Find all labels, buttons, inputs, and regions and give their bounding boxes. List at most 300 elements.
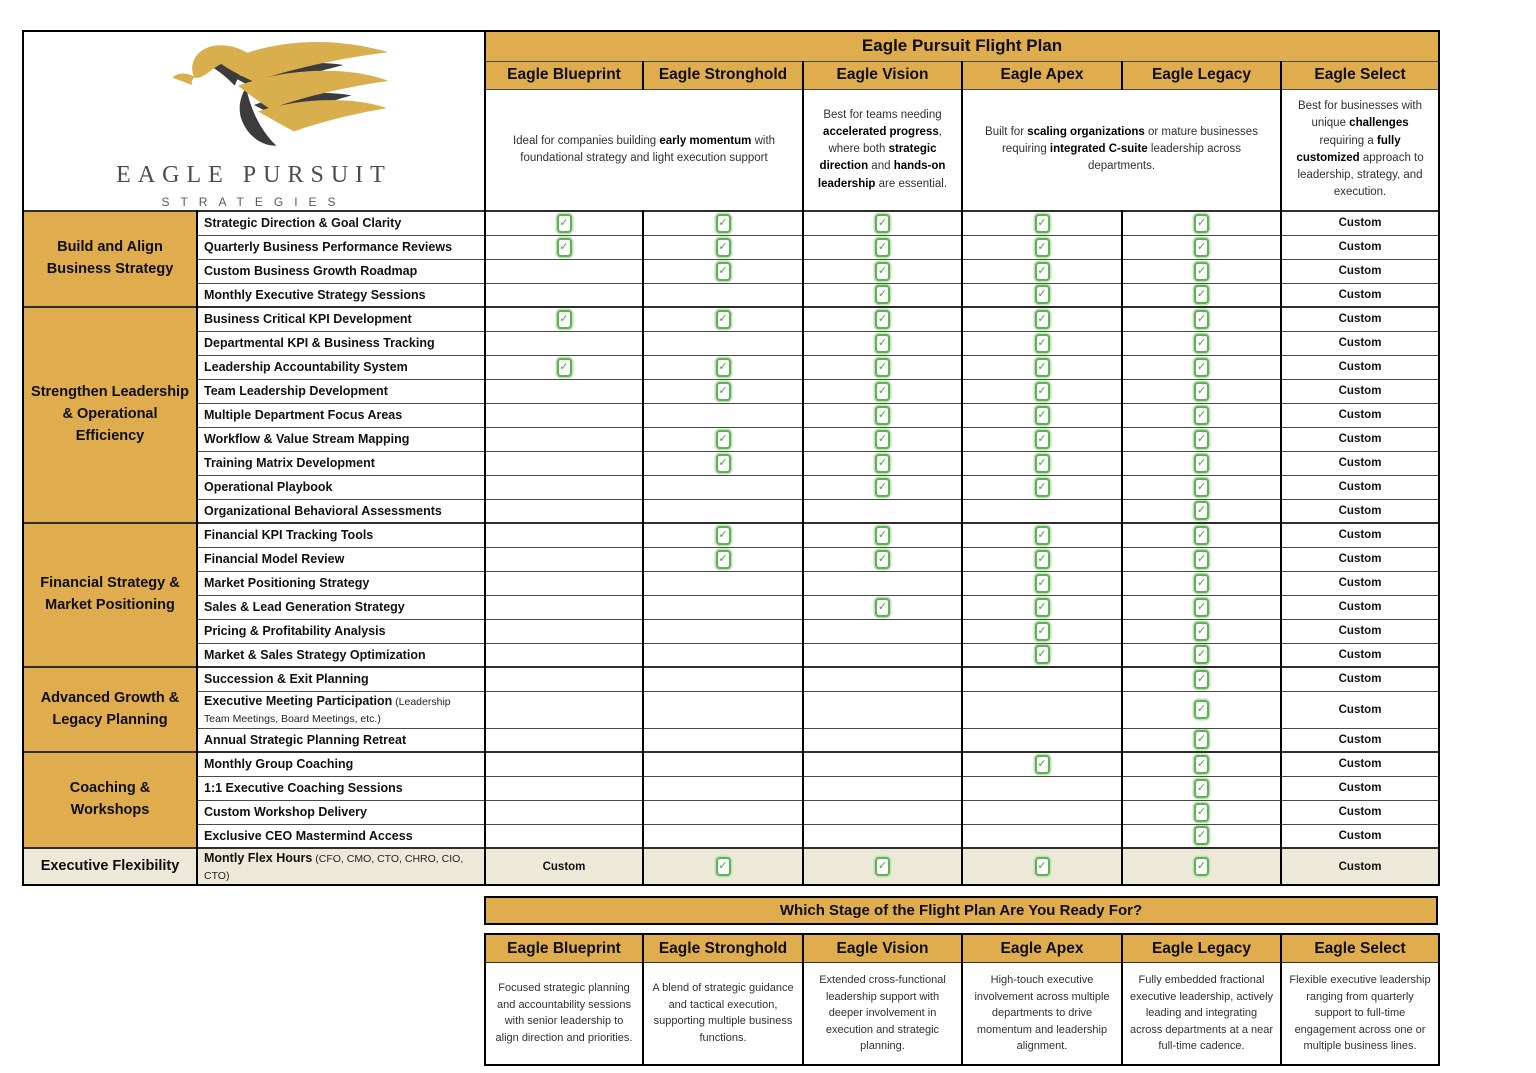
- custom-cell: Custom: [1281, 259, 1439, 283]
- custom-cell: Custom: [1281, 691, 1439, 728]
- custom-cell: Custom: [1281, 667, 1439, 691]
- checkbox-check-icon: ✓: [1035, 755, 1050, 774]
- check-cell: [962, 595, 1122, 619]
- check-cell: [962, 331, 1122, 355]
- checkbox-check-icon: ✓: [1194, 454, 1209, 473]
- check-cell: [643, 355, 803, 379]
- group-label-coaching-workshops: Coaching & Workshops: [23, 752, 197, 848]
- check-cell: [1122, 523, 1281, 547]
- check-cell: [803, 451, 962, 475]
- plan-header-eagle-vision: Eagle Vision: [803, 61, 962, 89]
- empty-cell: [962, 667, 1122, 691]
- checkbox-check-icon: ✓: [875, 238, 890, 257]
- checkbox-check-icon: ✓: [875, 310, 890, 329]
- empty-cell: [485, 619, 643, 643]
- check-cell: [1122, 235, 1281, 259]
- empty-cell: [643, 403, 803, 427]
- empty-cell: [485, 379, 643, 403]
- checkbox-check-icon: ✓: [1035, 454, 1050, 473]
- table-row: [23, 235, 1439, 259]
- feature-name-sales-lead-generation-strategy: Sales & Lead Generation Strategy: [197, 595, 485, 619]
- table-row: [23, 752, 1439, 776]
- checkbox-check-icon: ✓: [875, 285, 890, 304]
- empty-cell: [803, 643, 962, 667]
- stage-description-eagle-vision: Extended cross-functional leadership support with deeper involvement in execution and strategic planning.: [803, 962, 962, 1065]
- checkbox-check-icon: ✓: [1194, 803, 1209, 822]
- check-cell: [1122, 499, 1281, 523]
- plan-header-eagle-legacy: Eagle Legacy: [1122, 61, 1281, 89]
- checkbox-check-icon: ✓: [1035, 310, 1050, 329]
- checkbox-check-icon: ✓: [1035, 526, 1050, 545]
- checkbox-check-icon: ✓: [716, 214, 731, 233]
- empty-cell: [643, 824, 803, 848]
- checkbox-check-icon: ✓: [1194, 730, 1209, 749]
- checkbox-check-icon: ✓: [1035, 857, 1050, 876]
- checkbox-check-icon: ✓: [1194, 238, 1209, 257]
- eagle-logo-icon: [94, 33, 414, 153]
- stage-plan-header-eagle-vision: Eagle Vision: [803, 934, 962, 962]
- check-cell: [803, 307, 962, 331]
- custom-cell: Custom: [1281, 283, 1439, 307]
- checkbox-check-icon: ✓: [1194, 755, 1209, 774]
- checkbox-check-icon: ✓: [1035, 598, 1050, 617]
- custom-cell: Custom: [1281, 824, 1439, 848]
- empty-cell: [643, 571, 803, 595]
- stage-plan-header-eagle-legacy: Eagle Legacy: [1122, 934, 1281, 962]
- table-row: [23, 211, 1439, 235]
- table-row: [23, 571, 1439, 595]
- table-row: [23, 848, 1439, 885]
- empty-cell: [643, 728, 803, 752]
- check-cell: [962, 475, 1122, 499]
- empty-cell: [643, 499, 803, 523]
- checkbox-check-icon: ✓: [1194, 857, 1209, 876]
- check-cell: [1122, 331, 1281, 355]
- empty-cell: [485, 331, 643, 355]
- empty-cell: [643, 283, 803, 307]
- feature-name-montly-flex-hours: Montly Flex Hours (CFO, CMO, CTO, CHRO, CIO, CTO): [197, 848, 485, 885]
- checkbox-check-icon: ✓: [1194, 700, 1209, 719]
- check-cell: [1122, 307, 1281, 331]
- check-cell: [803, 235, 962, 259]
- empty-cell: [485, 667, 643, 691]
- custom-cell: Custom: [1281, 571, 1439, 595]
- checkbox-check-icon: ✓: [875, 262, 890, 281]
- check-cell: [962, 427, 1122, 451]
- empty-cell: [485, 728, 643, 752]
- check-cell: [1122, 547, 1281, 571]
- checkbox-check-icon: ✓: [875, 454, 890, 473]
- stage-plan-header-eagle-select: Eagle Select: [1281, 934, 1439, 962]
- custom-cell: Custom: [1281, 848, 1439, 885]
- check-cell: [485, 235, 643, 259]
- checkbox-check-icon: ✓: [875, 334, 890, 353]
- stage-description-eagle-select: Flexible executive leadership ranging from quarterly support to full-time engagement across one or multiple business lines.: [1281, 962, 1439, 1065]
- check-cell: [803, 595, 962, 619]
- feature-name-departmental-kpi-business-tracking: Departmental KPI & Business Tracking: [197, 331, 485, 355]
- empty-cell: [962, 499, 1122, 523]
- check-cell: [1122, 800, 1281, 824]
- custom-cell: Custom: [1281, 499, 1439, 523]
- checkbox-check-icon: ✓: [875, 214, 890, 233]
- checkbox-check-icon: ✓: [875, 550, 890, 569]
- checkbox-check-icon: ✓: [875, 526, 890, 545]
- table-row: [23, 283, 1439, 307]
- feature-note: (CFO, CMO, CTO, CHRO, CIO, CTO): [204, 853, 464, 882]
- check-cell: [1122, 427, 1281, 451]
- checkbox-check-icon: ✓: [1035, 382, 1050, 401]
- checkbox-check-icon: ✓: [1035, 334, 1050, 353]
- check-cell: [962, 307, 1122, 331]
- check-cell: [962, 619, 1122, 643]
- checkbox-check-icon: ✓: [716, 358, 731, 377]
- table-row: [23, 728, 1439, 752]
- plan-header-eagle-select: Eagle Select: [1281, 61, 1439, 89]
- checkbox-check-icon: ✓: [875, 406, 890, 425]
- custom-cell: Custom: [1281, 619, 1439, 643]
- check-cell: [1122, 667, 1281, 691]
- custom-cell: Custom: [1281, 451, 1439, 475]
- empty-cell: [643, 595, 803, 619]
- empty-cell: [803, 499, 962, 523]
- check-cell: [1122, 283, 1281, 307]
- checkbox-check-icon: ✓: [716, 262, 731, 281]
- check-cell: [803, 211, 962, 235]
- checkbox-check-icon: ✓: [1035, 358, 1050, 377]
- checkbox-check-icon: ✓: [875, 857, 890, 876]
- table-row: [23, 691, 1439, 728]
- checkbox-check-icon: ✓: [1194, 430, 1209, 449]
- table-row: [23, 523, 1439, 547]
- feature-name-multiple-department-focus-areas: Multiple Department Focus Areas: [197, 403, 485, 427]
- feature-name-1-1-executive-coaching-sessions: 1:1 Executive Coaching Sessions: [197, 776, 485, 800]
- stage-description-eagle-apex: High-touch executive involvement across multiple departments to drive momentum and leadership alignment.: [962, 962, 1122, 1065]
- empty-cell: [643, 691, 803, 728]
- custom-cell: Custom: [1281, 475, 1439, 499]
- empty-cell: [962, 728, 1122, 752]
- empty-cell: [643, 475, 803, 499]
- stage-plan-header-eagle-apex: Eagle Apex: [962, 934, 1122, 962]
- stage-description-eagle-blueprint: Focused strategic planning and accountability sessions with senior leadership to align direction and priorities.: [485, 962, 643, 1065]
- table-row: [23, 379, 1439, 403]
- checkbox-check-icon: ✓: [716, 430, 731, 449]
- empty-cell: [803, 800, 962, 824]
- empty-cell: [485, 523, 643, 547]
- checkbox-check-icon: ✓: [1194, 214, 1209, 233]
- table-row: [23, 667, 1439, 691]
- checkbox-check-icon: ✓: [1194, 645, 1209, 664]
- custom-cell: Custom: [1281, 379, 1439, 403]
- stage-description-eagle-stronghold: A blend of strategic guidance and tactical execution, supporting multiple business functions.: [643, 962, 803, 1065]
- plan-description-apex-legacy: Built for scaling organizations or mature businesses requiring integrated C-suite leadership across departments.: [962, 89, 1281, 211]
- custom-cell: Custom: [1281, 523, 1439, 547]
- feature-name-custom-business-growth-roadmap: Custom Business Growth Roadmap: [197, 259, 485, 283]
- empty-cell: [485, 283, 643, 307]
- checkbox-check-icon: ✓: [1194, 526, 1209, 545]
- feature-name-workflow-value-stream-mapping: Workflow & Value Stream Mapping: [197, 427, 485, 451]
- checkbox-check-icon: ✓: [716, 550, 731, 569]
- check-cell: [962, 403, 1122, 427]
- empty-cell: [643, 776, 803, 800]
- table-row: [23, 403, 1439, 427]
- checkbox-check-icon: ✓: [1194, 334, 1209, 353]
- check-cell: [1122, 691, 1281, 728]
- stage-summary-section: [484, 896, 1438, 1066]
- checkbox-check-icon: ✓: [1194, 622, 1209, 641]
- check-cell: [1122, 643, 1281, 667]
- company-tagline: STRATEGIES: [161, 195, 347, 209]
- check-cell: [962, 451, 1122, 475]
- check-cell: [643, 451, 803, 475]
- empty-cell: [485, 475, 643, 499]
- checkbox-check-icon: ✓: [1194, 310, 1209, 329]
- check-cell: [803, 475, 962, 499]
- empty-cell: [643, 667, 803, 691]
- custom-cell: Custom: [1281, 427, 1439, 451]
- empty-cell: [485, 595, 643, 619]
- check-cell: [803, 403, 962, 427]
- feature-name-market-positioning-strategy: Market Positioning Strategy: [197, 571, 485, 595]
- empty-cell: [485, 451, 643, 475]
- empty-cell: [485, 800, 643, 824]
- custom-cell: Custom: [1281, 235, 1439, 259]
- check-cell: [962, 547, 1122, 571]
- feature-name-strategic-direction-goal-clarity: Strategic Direction & Goal Clarity: [197, 211, 485, 235]
- checkbox-check-icon: ✓: [1035, 262, 1050, 281]
- checkbox-check-icon: ✓: [1194, 550, 1209, 569]
- plan-description-vision: Best for teams needing accelerated progress, where both strategic direction and hands-on leadership are essential.: [803, 89, 962, 211]
- empty-cell: [485, 752, 643, 776]
- custom-cell: Custom: [1281, 211, 1439, 235]
- checkbox-check-icon: ✓: [557, 310, 572, 329]
- checkbox-check-icon: ✓: [716, 454, 731, 473]
- feature-note: (Leadership Team Meetings, Board Meetings, etc.): [204, 695, 451, 725]
- check-cell: [962, 283, 1122, 307]
- empty-cell: [485, 427, 643, 451]
- empty-cell: [643, 331, 803, 355]
- table-row: [23, 355, 1439, 379]
- custom-cell: Custom: [1281, 643, 1439, 667]
- feature-name-quarterly-business-performance-reviews: Quarterly Business Performance Reviews: [197, 235, 485, 259]
- custom-cell: Custom: [485, 848, 643, 885]
- empty-cell: [803, 728, 962, 752]
- check-cell: [1122, 211, 1281, 235]
- feature-name-leadership-accountability-system: Leadership Accountability System: [197, 355, 485, 379]
- group-label-financial-strategy-market-positioning: Financial Strategy & Market Positioning: [23, 523, 197, 667]
- check-cell: [962, 848, 1122, 885]
- check-cell: [1122, 355, 1281, 379]
- empty-cell: [803, 691, 962, 728]
- check-cell: [1122, 475, 1281, 499]
- checkbox-check-icon: ✓: [716, 857, 731, 876]
- feature-name-market-sales-strategy-optimization: Market & Sales Strategy Optimization: [197, 643, 485, 667]
- checkbox-check-icon: ✓: [716, 310, 731, 329]
- plan-header-eagle-apex: Eagle Apex: [962, 61, 1122, 89]
- check-cell: [962, 379, 1122, 403]
- check-cell: [1122, 595, 1281, 619]
- table-row: [23, 547, 1439, 571]
- check-cell: [803, 355, 962, 379]
- check-cell: [803, 848, 962, 885]
- checkbox-check-icon: ✓: [716, 238, 731, 257]
- check-cell: [803, 331, 962, 355]
- empty-cell: [962, 800, 1122, 824]
- checkbox-check-icon: ✓: [1035, 285, 1050, 304]
- check-cell: [1122, 571, 1281, 595]
- check-cell: [1122, 776, 1281, 800]
- checkbox-check-icon: ✓: [1194, 779, 1209, 798]
- empty-cell: [643, 643, 803, 667]
- checkbox-check-icon: ✓: [557, 238, 572, 257]
- empty-cell: [803, 824, 962, 848]
- custom-cell: Custom: [1281, 307, 1439, 331]
- custom-cell: Custom: [1281, 752, 1439, 776]
- check-cell: [643, 379, 803, 403]
- plan-description-blueprint-stronghold: Ideal for companies building early momentum with foundational strategy and light execution support: [485, 89, 803, 211]
- checkbox-check-icon: ✓: [875, 430, 890, 449]
- checkbox-check-icon: ✓: [1194, 382, 1209, 401]
- check-cell: [962, 752, 1122, 776]
- check-cell: [803, 523, 962, 547]
- empty-cell: [962, 824, 1122, 848]
- table-row: [23, 619, 1439, 643]
- empty-cell: [803, 619, 962, 643]
- feature-name-team-leadership-development: Team Leadership Development: [197, 379, 485, 403]
- checkbox-check-icon: ✓: [1194, 262, 1209, 281]
- check-cell: [485, 355, 643, 379]
- checkbox-check-icon: ✓: [1194, 670, 1209, 689]
- checkbox-check-icon: ✓: [1194, 598, 1209, 617]
- table-row: [23, 427, 1439, 451]
- checkbox-check-icon: ✓: [716, 526, 731, 545]
- check-cell: [803, 283, 962, 307]
- empty-cell: [485, 499, 643, 523]
- check-cell: [962, 355, 1122, 379]
- table-row: [23, 824, 1439, 848]
- check-cell: [485, 211, 643, 235]
- checkbox-check-icon: ✓: [1194, 406, 1209, 425]
- empty-cell: [485, 824, 643, 848]
- check-cell: [1122, 752, 1281, 776]
- feature-name-business-critical-kpi-development: Business Critical KPI Development: [197, 307, 485, 331]
- checkbox-check-icon: ✓: [875, 382, 890, 401]
- checkbox-check-icon: ✓: [1035, 238, 1050, 257]
- feature-name-monthly-executive-strategy-sessions: Monthly Executive Strategy Sessions: [197, 283, 485, 307]
- check-cell: [962, 211, 1122, 235]
- table-row: [23, 595, 1439, 619]
- stage-plan-header-eagle-stronghold: Eagle Stronghold: [643, 934, 803, 962]
- checkbox-check-icon: ✓: [1194, 358, 1209, 377]
- empty-cell: [803, 752, 962, 776]
- feature-name-training-matrix-development: Training Matrix Development: [197, 451, 485, 475]
- stage-description-eagle-legacy: Fully embedded fractional executive leadership, actively leading and integrating across departments at a near full-time cadence.: [1122, 962, 1281, 1065]
- feature-name-custom-workshop-delivery: Custom Workshop Delivery: [197, 800, 485, 824]
- checkbox-check-icon: ✓: [716, 382, 731, 401]
- group-label-build-and-align-business-strategy: Build and Align Business Strategy: [23, 211, 197, 307]
- table-row: [23, 307, 1439, 331]
- empty-cell: [485, 547, 643, 571]
- checkbox-check-icon: ✓: [557, 358, 572, 377]
- feature-name-operational-playbook: Operational Playbook: [197, 475, 485, 499]
- custom-cell: Custom: [1281, 595, 1439, 619]
- checkbox-check-icon: ✓: [1194, 285, 1209, 304]
- checkbox-check-icon: ✓: [1035, 622, 1050, 641]
- feature-name-pricing-profitability-analysis: Pricing & Profitability Analysis: [197, 619, 485, 643]
- check-cell: [1122, 728, 1281, 752]
- company-logo-cell: [23, 31, 485, 211]
- checkbox-check-icon: ✓: [1035, 406, 1050, 425]
- check-cell: [962, 643, 1122, 667]
- check-cell: [1122, 451, 1281, 475]
- feature-name-annual-strategic-planning-retreat: Annual Strategic Planning Retreat: [197, 728, 485, 752]
- check-cell: [1122, 403, 1281, 427]
- checkbox-check-icon: ✓: [557, 214, 572, 233]
- empty-cell: [485, 776, 643, 800]
- empty-cell: [485, 259, 643, 283]
- feature-name-succession-exit-planning: Succession & Exit Planning: [197, 667, 485, 691]
- table-row: [23, 475, 1439, 499]
- feature-name-organizational-behavioral-assessments: Organizational Behavioral Assessments: [197, 499, 485, 523]
- empty-cell: [643, 752, 803, 776]
- check-cell: [643, 307, 803, 331]
- custom-cell: Custom: [1281, 355, 1439, 379]
- flight-plan-table: [22, 30, 1440, 886]
- feature-name-financial-kpi-tracking-tools: Financial KPI Tracking Tools: [197, 523, 485, 547]
- check-cell: [1122, 848, 1281, 885]
- check-cell: [803, 259, 962, 283]
- table-row: [23, 776, 1439, 800]
- check-cell: [485, 307, 643, 331]
- group-label-advanced-growth-legacy-planning: Advanced Growth & Legacy Planning: [23, 667, 197, 752]
- empty-cell: [803, 571, 962, 595]
- table-row: [23, 451, 1439, 475]
- plan-header-eagle-stronghold: Eagle Stronghold: [643, 61, 803, 89]
- check-cell: [962, 259, 1122, 283]
- checkbox-check-icon: ✓: [1035, 645, 1050, 664]
- check-cell: [643, 523, 803, 547]
- empty-cell: [485, 643, 643, 667]
- checkbox-check-icon: ✓: [1035, 478, 1050, 497]
- check-cell: [1122, 379, 1281, 403]
- feature-name-exclusive-ceo-mastermind-access: Exclusive CEO Mastermind Access: [197, 824, 485, 848]
- check-cell: [643, 259, 803, 283]
- check-cell: [643, 848, 803, 885]
- custom-cell: Custom: [1281, 800, 1439, 824]
- company-name: EAGLE PURSUIT: [116, 162, 392, 188]
- check-cell: [962, 235, 1122, 259]
- check-cell: [1122, 259, 1281, 283]
- table-row: [23, 499, 1439, 523]
- empty-cell: [803, 776, 962, 800]
- empty-cell: [803, 667, 962, 691]
- table-row: [23, 259, 1439, 283]
- empty-cell: [485, 403, 643, 427]
- check-cell: [643, 427, 803, 451]
- stage-summary-table: [484, 933, 1440, 1066]
- checkbox-check-icon: ✓: [1194, 478, 1209, 497]
- plan-header-eagle-blueprint: Eagle Blueprint: [485, 61, 643, 89]
- check-cell: [1122, 619, 1281, 643]
- stage-summary-title: Which Stage of the Flight Plan Are You Ready For?: [484, 896, 1438, 925]
- custom-cell: Custom: [1281, 728, 1439, 752]
- plan-description-select: Best for businesses with unique challenges requiring a fully customized approach to leadership, strategy, and execution.: [1281, 89, 1439, 211]
- check-cell: [962, 523, 1122, 547]
- feature-name-executive-meeting-participation: Executive Meeting Participation (Leadership Team Meetings, Board Meetings, etc.): [197, 691, 485, 728]
- checkbox-check-icon: ✓: [1035, 214, 1050, 233]
- custom-cell: Custom: [1281, 331, 1439, 355]
- checkbox-check-icon: ✓: [1194, 574, 1209, 593]
- main-table-title: Eagle Pursuit Flight Plan: [485, 31, 1439, 61]
